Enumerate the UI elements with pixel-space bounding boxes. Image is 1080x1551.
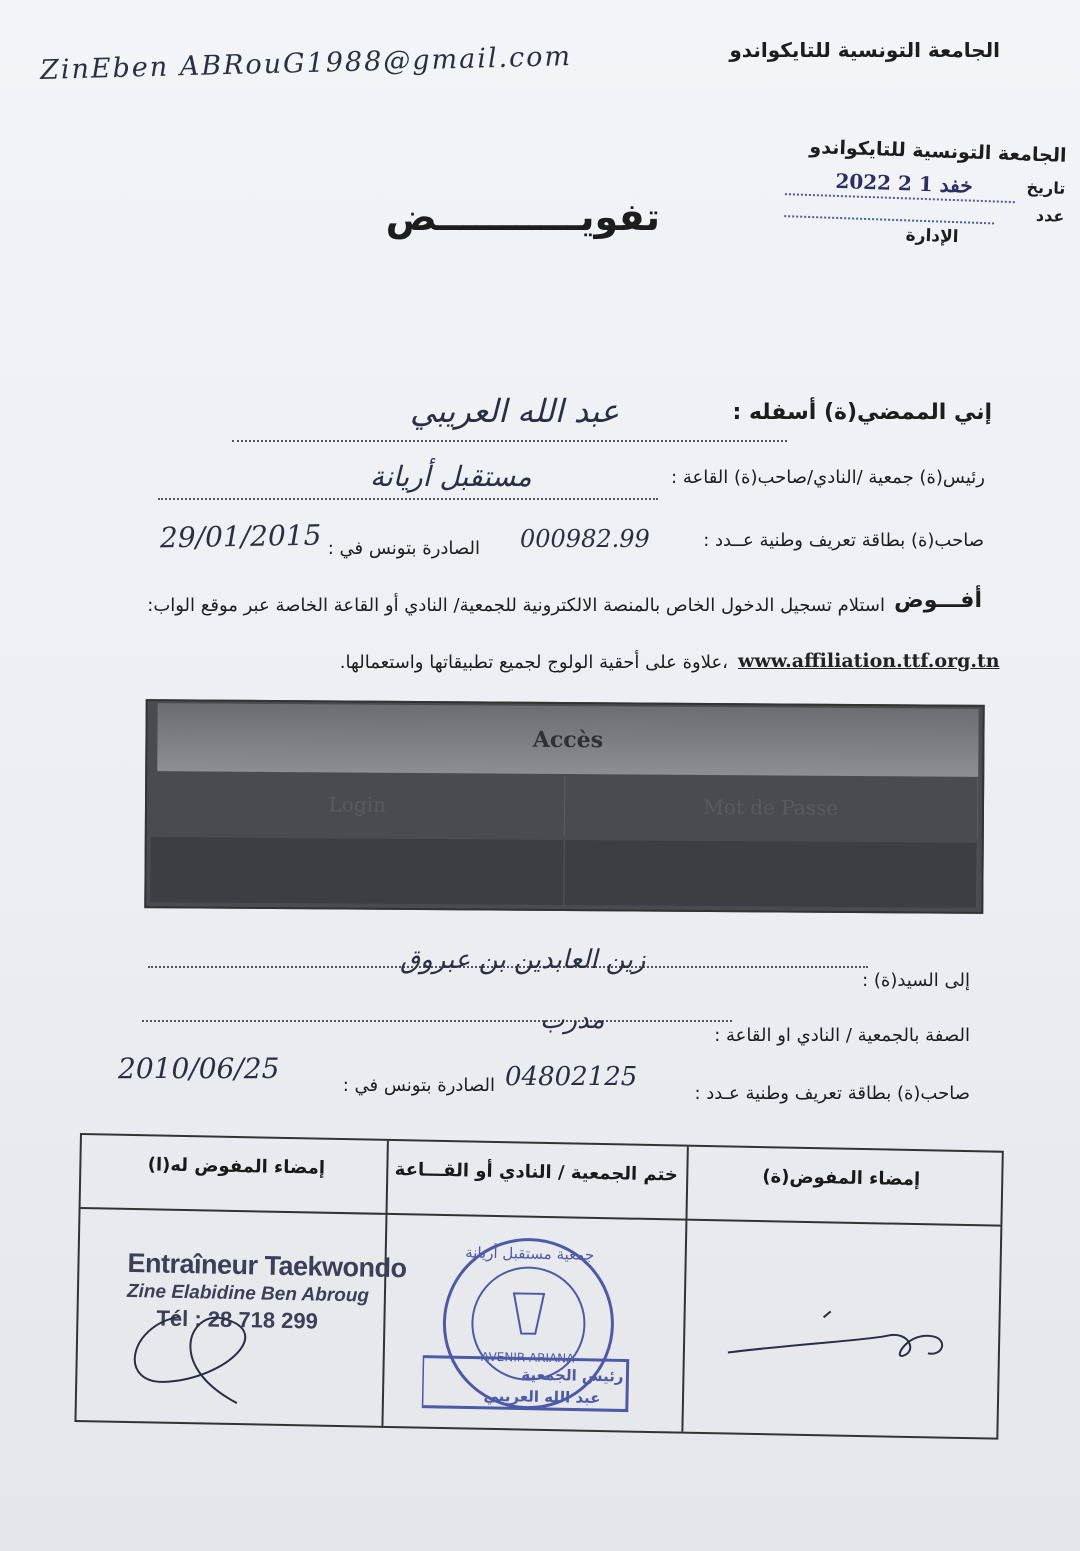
website-link[interactable]: www.affiliation.ttf.org.tn — [738, 650, 1000, 672]
coach-title: Entraîneur Taekwondo — [127, 1247, 407, 1284]
delegate-id-handwritten: 04802125 — [505, 1062, 638, 1092]
delegate-name-handwritten: زين العابدين بن عبروق — [400, 945, 646, 975]
seal-latin: AVENIR ARIANA — [480, 1349, 575, 1366]
id-label: صاحب(ة) بطاقة تعريف وطنية عــدد : — [703, 530, 984, 551]
access-table — [144, 699, 984, 914]
id-value-handwritten: 000982.99 — [520, 525, 650, 553]
delegate-signature-scribble — [107, 1286, 369, 1421]
delegate-role-handwritten: مدرب — [540, 1005, 605, 1035]
stamp-office: الإدارة — [905, 225, 959, 248]
signed-label: إني الممضي(ة) أسفله : — [732, 400, 992, 425]
president-stamp-name: عبد الله العريبي — [483, 1386, 601, 1408]
login-header: Login — [151, 773, 565, 836]
stamp-header: ختم الجمعية / النادي أو القـــاعة — [394, 1159, 679, 1186]
stamp-federation-name: الجامعة التونسية للتايكواندو — [809, 135, 1067, 167]
handwritten-email: ZinEben ABRouG1988@gmail.com — [39, 41, 573, 86]
club-seal — [422, 1232, 635, 1416]
signature-table — [74, 1133, 1003, 1440]
stamp-ref-label: عدد — [1035, 205, 1065, 226]
stamp-date-value: 2022 خفد 1 2 — [835, 168, 974, 198]
password-header: Mot de Passe — [564, 776, 978, 839]
federation-header: الجامعة التونسية للتايكواندو — [729, 38, 1000, 62]
delegate-issued-date-handwritten: 2010/06/25 — [118, 1052, 280, 1085]
seal-arabic: جمعية مستقبل أريانة — [465, 1243, 595, 1264]
delegate-issued-label: الصادرة بتونس في : — [342, 1075, 495, 1096]
access-title: Accès — [157, 703, 978, 777]
coach-phone: Tél : 28 718 299 — [156, 1305, 319, 1334]
delegate-id-label: صاحب(ة) بطاقة تعريف وطنية عـدد : — [694, 1083, 970, 1104]
delegate-word: أفـــوض — [894, 588, 982, 613]
delegate-text: استلام تسجيل الدخول الخاص بالمنصة الالكترونية للجمعية/ النادي أو القاعة الخاصة عبر موقع الواب: — [147, 595, 885, 616]
login-value-cell — [150, 837, 564, 905]
signed-name-handwritten: عبد الله العريبي — [410, 392, 620, 430]
issued-date-handwritten: 29/01/2015 — [159, 518, 322, 555]
delegate-to-label: إلى السيد(ة) : — [862, 970, 970, 991]
federation-stamp — [783, 135, 1067, 255]
rights-text: ،علاوة على أحقية الولوج لجميع تطبيقاتها واستعمالها. — [339, 652, 728, 673]
delegator-signature-header: إمضاء المفوض(ة) — [762, 1166, 921, 1191]
access-header-row — [151, 773, 978, 839]
access-values-row — [150, 837, 977, 908]
delegate-role-label: الصفة بالجمعية / النادي او القاعة : — [714, 1025, 970, 1046]
delegator-signature-scribble — [717, 1297, 978, 1382]
document-title: تفويـــــــــــض — [385, 195, 660, 239]
club-name-handwritten: مستقبل أريانة — [370, 460, 532, 493]
president-label: رئيس(ة) جمعية /النادي/صاحب(ة) القاعة : — [671, 467, 985, 488]
coach-name: Zine Elabidine Ben Abroug — [126, 1280, 370, 1307]
password-value-cell — [564, 840, 978, 908]
stamp-date-label: تاريخ — [1026, 177, 1066, 198]
president-stamp-title: رئيس الجمعية — [521, 1365, 624, 1386]
delegate-signature-header: إمضاء المفوض له(ا) — [147, 1154, 326, 1179]
issued-label: الصادرة بتونس في : — [327, 538, 480, 559]
